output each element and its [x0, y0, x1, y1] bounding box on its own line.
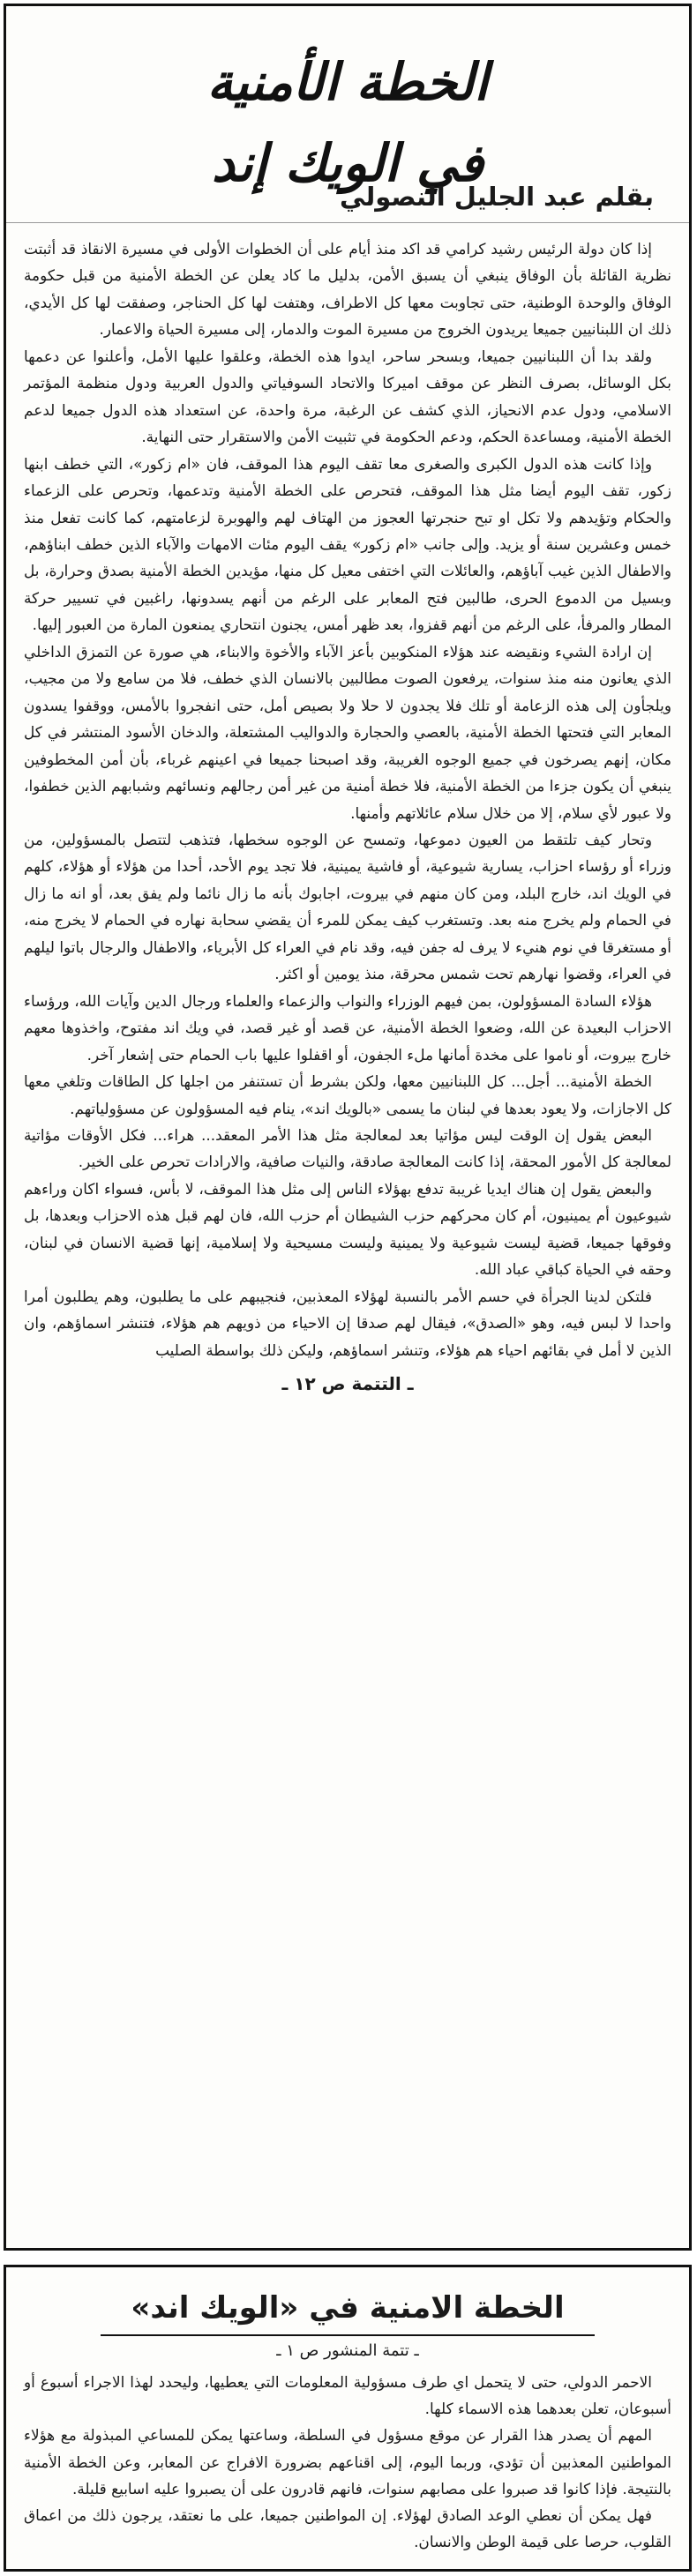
paragraph: الخطة الأمنية... أجل... كل اللبنانيين معها، ولكن بشرط أن تستنفر من اجلها كل الطاقات وتلغي معها كل الاجازات، ولا يعود بعدها في لبنان ما يسمى «بالويك اند»، ينام فيه المسؤولون عن مسؤولياتهم. — [24, 1072, 671, 1117]
paragraph: فهل يمكن أن نعطي الوعد الصادق لهؤلاء. إن المواطنين جميعا، على ما نعتقد، يرجون ذلك من اعماق القلوب، حرصا على قيمة الوطن والانسان. — [24, 2506, 671, 2551]
paragraph: إذا كان دولة الرئيس رشيد كرامي قد اكد منذ أيام على أن الخطوات الأولى في مسيرة الانقاذ قد أثبتت نظرية القائلة بأن الوفاق ينبغي أن يسبق الأمن، بدليل ما كاد يعلن عن الخطة الأمنية من قبل حكومة الوفاق والوحدة الوطنية، حتى تجاوبت معها كل الاطراف، وهتفت لها كل الحناجر، وصفقت لها كل الأيدي، ذلك ان اللبنانيين جميعا يريدون الخروج من مسيرة الموت والدمار، إلى مسيرة الحياة والاعمار. — [24, 240, 671, 339]
continued-note: ـ التتمة ص ١٢ ـ — [281, 1373, 414, 1395]
paragraph: ولقد بدا أن اللبنانيين جميعا، وبسحر ساحر، ايدوا هذه الخطة، وعلقوا عليها الأمل، وأعلنوا عن دعمها بكل الوسائل، بصرف النظر عن موقف اميركا والاتحاد السوفياتي والدول العربية ودول منظمة المؤتمر الاسلامي، ودول عدم الانحياز، الذي كشف عن الرغبة، مرة واحدة، عن استعداد هذه الدول جميعا لدعم الخطة الأمنية، ومساعدة الحكم، ودعم الحكومة في تثبيت الأمن والاستقرار حتى النهاية. — [24, 347, 671, 446]
continuation-body — [6, 2369, 689, 2555]
continuation-clipping — [4, 2265, 692, 2572]
continuation-headline: الخطة الامنية في «الويك اند» — [131, 2290, 565, 2326]
article-body — [6, 223, 689, 1397]
paragraph: هؤلاء السادة المسؤولون، بمن فيهم الوزراء والنواب والزعماء والعلماء ورجال الدين وآيات الله، ورؤساء الاحزاب البعيدة عن الله، وضعوا الخطة الأمنية، عن قصد أو غير قصد، في ويك اند مفتوح، واخذوها معهم خارج بيروت، أو ناموا على مخدة أمانها ملء الجفون، أو اقفلوا عليها باب الحمام حتى إشعار آخر. — [24, 991, 671, 1064]
headline-rule — [101, 2334, 595, 2336]
headline — [6, 6, 689, 204]
main-article-clipping — [4, 4, 692, 2251]
paragraph: الاحمر الدولي، حتى لا يتحمل اي طرف مسؤولية المعلومات التي يعطيها، وليحدد لهذا الاجراء أسبوع أو أسبوعان، تعلن بعدهما هذه الاسماء كلها. — [24, 2373, 671, 2418]
continuation-subline: ـ تتمة المنشور ص ١ ـ — [276, 2341, 419, 2360]
paragraph: وإذا كانت هذه الدول الكبرى والصغرى معا تقف اليوم هذا الموقف، فان «ام زكور»، التي خطف ابنها زكور، تقف اليوم أيضا مثل هذا الموقف، فتحرص على الخطة الأمنية وتدعمها، وتحرص على الزعماء والحكام وتؤيدهم ولا تكل او تبح حنجرتها العجوز من الهتاف لهم والهوبرة لزعامتهم، كما كانت تفعل منذ خمس وعشرين سنة أو يزيد. وإلى جانب «ام زكور» يقف اليوم مئات الامهات والآباء الذين خطف ابناؤهم، والاطفال الذين غيب آباؤهم، والعائلات التي اختفى معيل كل منها، مؤيدين الخطة الأمنية بصدق وحرارة، بل وبسيل من الدموع الحرى، طالبين فتح المعابر على الرغم من أنهم يسدونها، راغبين في تسيير حركة المطار والمرفأ، على الرغم من أنهم قفزوا، بعد ظهر أمس، يجنون انتحاري يمنعون المارة من العبور إليها. — [24, 454, 671, 634]
paragraph: إن ارادة الشيء ونقيضه عند هؤلاء المنكوبين بأعز الآباء والأخوة والابناء، هي صورة عن التمزق الداخلي الذي يعانون منه منذ سنوات، يرفعون الصوت مطالبين بالانسان الذي خطف، فلا من سامع ولا من مجيب، ويلجأون إلى هذه الزعامة أو تلك فلا يجدون لا حلا ولا بصيص أمل، حتى انفجروا بالأمس، ووقفوا يسدون المعابر التي فتحتها الخطة الأمنية، بالعصي والحجارة والدواليب المشتعلة، والدخان الأسود المنتشر في كل مكان، إنهم يصرخون في جميع الوجوه الغريبة، وقد اصبحنا جميعا في اعينهم غرباء، بأن أمن المخطوفين ينبغي أن يكون جزءا من الخطة الأمنية، فلا خطة أمنية من غير أمن رجالهم ونسائهم وشبابهم الذين خطفوا، ولا عبور لأي سلام، إلا من خلال سلام عائلاتهم وأمنها. — [24, 642, 671, 822]
headline-block — [6, 6, 689, 223]
paragraph: البعض يقول إن الوقت ليس مؤاتيا بعد لمعالجة مثل هذا الأمر المعقد... هراء... فكل الأوقات مؤاتية لمعالجة كل الأمور المحقة، إذا كانت المعالجة صادقة، والنيات صافية، والارادات تحرص على الخير. — [24, 1125, 671, 1171]
paragraph: المهم أن يصدر هذا القرار عن موقع مسؤول في السلطة، وساعتها يمكن للمساعي المبذولة مع هؤلاء المواطنين المعذبين أن تؤدي، وربما اليوم، إلى اقناعهم بضرورة الافراج عن المعابر، وعن الخطة الأمنية بالنتيجة. فإذا كانوا قد صبروا على مصابهم سنوات، فانهم قادرون على أن يصبروا عليه اسابيع قليلة. — [24, 2426, 671, 2498]
paragraph: والبعض يقول إن هناك ايديا غريبة تدفع بهؤلاء الناس إلى مثل هذا الموقف، لا بأس، فسواء اكان وراءهم شيوعيون أم يمينيون، أم كان محركهم حزب الشيطان أم حزب الله، فان لهم قبل هذه الاحزاب وبعدها، بل وفوقها جميعا، قضية ليست شيوعية ولا يمينية وليست مسيحية ولا إسلامية، إنها قضية الانسان في لبنان، وحقه في الحياة كباقي عباد الله. — [24, 1179, 671, 1279]
headline-line-2: في الويك إند — [212, 133, 483, 193]
paragraph: فلتكن لدينا الجرأة في حسم الأمر بالنسبة لهؤلاء المعذبين، فنجيبهم على ما يطلبون، وهم يطلبون أمرا واحدا لا لبس فيه، وهو «الصدق»، فيقال لهم صدقا إن الاحياء من ذويهم هم هؤلاء، فتنشر اسماؤهم، وان الذين لا أمل في بقائهم احياء هم هؤلاء، وتنشر اسماؤهم، وليكن ذلك بواسطة الصليب — [24, 1287, 671, 1359]
headline-line-1: الخطة الأمنية — [206, 52, 489, 112]
byline: بقلم عبد الجليل النصولي — [340, 182, 654, 212]
paragraph: وتحار كيف تلتقط من العيون دموعها، وتمسح عن الوجوه سخطها، فتذهب لتتصل بالمسؤولين، من وزراء أو رؤساء احزاب، يسارية شيوعية، أو فاشية يمينية، فلا تجد يوم الأحد، أحدا من هؤلاء أو هؤلاء، كلهم في الويك اند، خارج البلد، ومن كان منهم في بيروت، اجابوك بأنه ما زال نائما ولم يفق بعد، أو انه ما زال في الحمام ولم يخرج منه بعد. وتستغرب كيف يمكن للمرء أن يقضي سحابة نهاره في الحمام لا يخرج منه، أو مستغرقا في نوم هنيء لا يرف له جفن فيه، وقد نام في العراء كل الأبرياء، والاطفال والرجال باتوا ليلهم في العراء، وقضوا نهارهم تحت شمس محرقة، منذ يومين أو اكثر. — [24, 830, 671, 983]
